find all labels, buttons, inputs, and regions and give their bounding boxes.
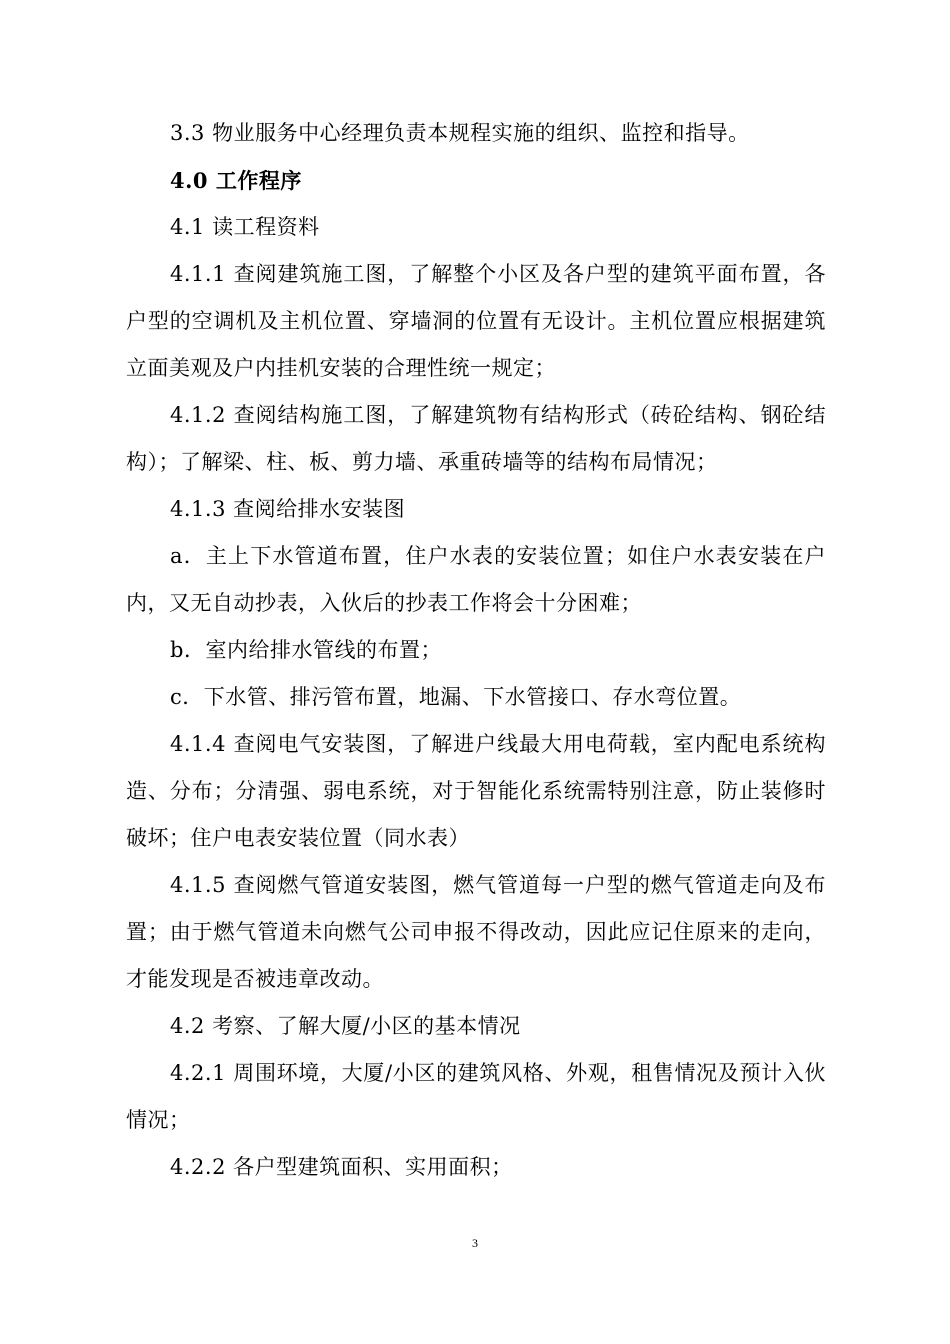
paragraph-3-3: 3.3 物业服务中心经理负责本规程实施的组织、监控和指导。: [170, 121, 750, 145]
paragraph-4-1-2: 4.1.2 查阅结构施工图，了解建筑物有结构形式（砖砼结构、钢砼结构）；了解梁、柱、板、剪力墙、承重砖墙等的结构布局情况；: [126, 403, 826, 474]
paragraph-4-2-2: 4.2.2 各户型建筑面积、实用面积；: [170, 1155, 513, 1179]
subsection-heading-4-2: 4.2 考察、了解大厦/小区的基本情况: [170, 1014, 521, 1038]
subsection-heading-4-1: 4.1 读工程资料: [170, 215, 320, 239]
list-item-a: a．主上下水管道布置，住户水表的安装位置；如住户水表安装在户内，又无自动抄表，入伙后的抄表工作将会十分困难；: [126, 544, 826, 615]
paragraph-4-1-4: 4.1.4 查阅电气安装图，了解进户线最大用电荷载，室内配电系统构造、分布；分清强、弱电系统，对于智能化系统需特别注意，防止装修时破坏；住户电表安装位置（同水表）: [126, 732, 826, 850]
paragraph-4-1-5: 4.1.5 查阅燃气管道安装图，燃气管道每一户型的燃气管道走向及布置；由于燃气管道未向燃气公司申报不得改动，因此应记住原来的走向，才能发现是否被违章改动。: [126, 873, 826, 991]
paragraph-4-2-1: 4.2.1 周围环境，大厦/小区的建筑风格、外观，租售情况及预计入伙情况；: [126, 1061, 826, 1132]
document-body: [126, 110, 826, 1191]
paragraph-4-1-3: 4.1.3 查阅给排水安装图: [170, 497, 406, 521]
list-item-c: c．下水管、排污管布置，地漏、下水管接口、存水弯位置。: [170, 685, 742, 709]
page-number: 3: [472, 1236, 478, 1250]
list-item-b: b．室内给排水管线的布置；: [170, 638, 442, 662]
section-heading-4-0: 4.0 工作程序: [170, 168, 302, 193]
paragraph-4-1-1: 4.1.1 查阅建筑施工图，了解整个小区及各户型的建筑平面布置，各户型的空调机及主机位置、穿墙洞的位置有无设计。主机位置应根据建筑立面美观及户内挂机安装的合理性统一规定；: [126, 262, 826, 380]
